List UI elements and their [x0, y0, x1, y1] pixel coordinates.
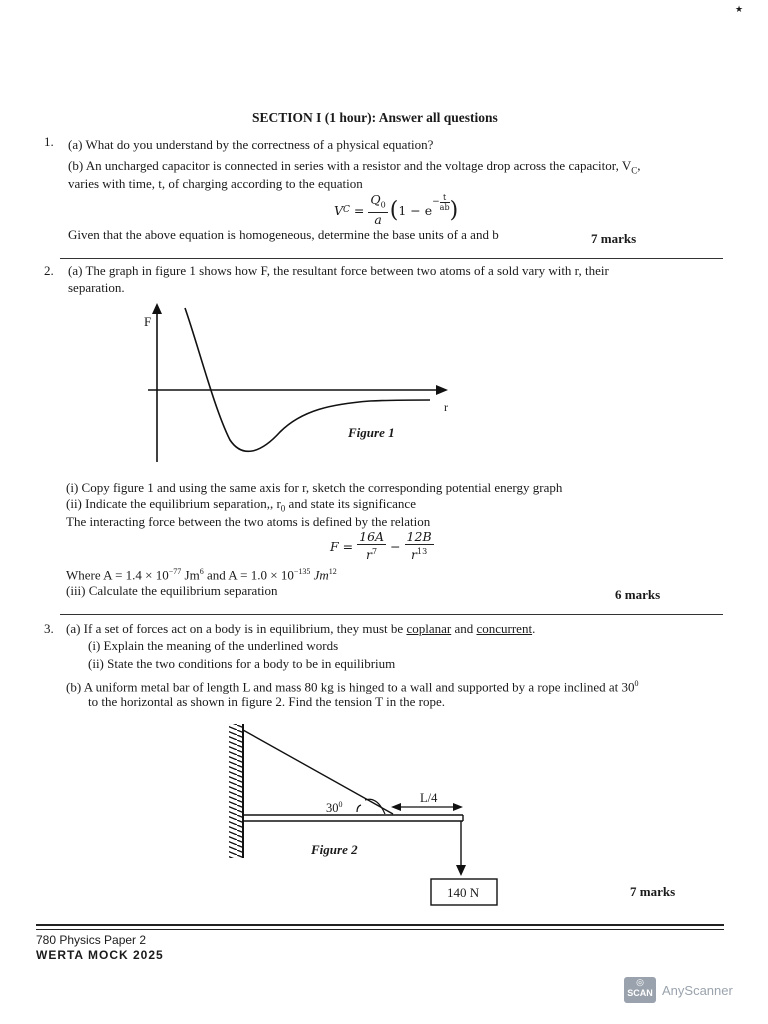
q3-number: 3.: [44, 621, 54, 636]
figure-2-angle-label: $30^0$: [326, 800, 343, 816]
q2-equation: F = $\frac{16A}{r^7}$ − $\frac{12B}{r^{13}}$: [330, 528, 432, 563]
q2-part-a-line1: (a) The graph in figure 1 shows how F, the resultant force between two atoms of a sold vary with r, their: [68, 263, 609, 278]
figure-1-y-arrow: [152, 303, 162, 314]
page-corner-mark: ★: [735, 4, 744, 14]
figure-1: [130, 300, 470, 470]
figure-2-length-label: L/4: [420, 791, 438, 805]
q1-marks: 7 marks: [591, 231, 637, 246]
footer-paper-title: 780 Physics Paper 2: [36, 933, 147, 947]
underlined-word-concurrent: concurrent: [476, 621, 533, 636]
q3-part-a: (a) If a set of forces act on a body is in equilibrium, they must be coplanar and concurrent.: [66, 621, 536, 636]
q2-part-ii: (ii) Indicate the equilibrium separation,, $r_0$ and state its significance: [66, 496, 416, 514]
underlined-word-coplanar: coplanar: [406, 621, 452, 636]
footer-exam-name: WERTA MOCK 2025: [36, 948, 164, 962]
footer-line2-clip: [36, 947, 176, 962]
q1-given: Given that the above equation is homogeneous, determine the base units of a and b: [68, 227, 499, 242]
figure-1-y-label: F: [144, 314, 152, 329]
q2-part-iii: (iii) Calculate the equilibrium separation: [66, 583, 278, 598]
figure-2-load-arrow: [456, 865, 466, 876]
q3-marks: 7 marks: [630, 884, 676, 899]
figure-2: [225, 720, 515, 910]
figure-2-weight-label: 140 N: [447, 885, 480, 900]
q1-part-b-line1: (b) An uncharged capacitor is connected in series with a resistor and the voltage drop across the capacitor, $V_C$,: [68, 158, 641, 176]
q2-number: 2.: [44, 263, 54, 278]
scanner-badge-icon: ◎ SCAN: [624, 977, 656, 1003]
figure-1-graph: [130, 300, 470, 470]
q3-part-b-line2: to the horizontal as shown in figure 2. Find the tension T in the rope.: [88, 694, 445, 709]
scanner-brand-name: AnyScanner: [662, 982, 733, 998]
q3-part-a-ii: (ii) State the two conditions for a body to be in equilibrium: [88, 656, 396, 671]
figure-2-angle-arc: [365, 799, 385, 814]
divider-1: [60, 258, 723, 259]
scanner-watermark: [624, 976, 733, 1004]
figure-1-caption: Figure 1: [348, 425, 395, 440]
figure-2-caption: Figure 2: [311, 842, 358, 857]
figure-2-wall-hatch: [229, 724, 243, 858]
q3-part-b-line1: (b) A uniform metal bar of length L and mass 80 kg is hinged to a wall and supported by a rope inclined at $30^0$: [66, 679, 639, 695]
q1-part-b-line2: varies with time, t, of charging according to the equation: [68, 176, 363, 191]
q2-part-a-line2: separation.: [68, 280, 125, 295]
q2-part-i: (i) Copy figure 1 and using the same axis for r, sketch the corresponding potential energy graph: [66, 480, 563, 495]
figure-2-diagram: [225, 720, 515, 910]
q1-equation: V C = $\frac{Q_0}{a}$ ( 1 − e − $\frac{t}{ab}$ ): [334, 191, 459, 228]
divider-2: [60, 614, 723, 615]
footer-rule-thin: [36, 929, 724, 930]
q1-number: 1.: [44, 134, 54, 149]
q3-part-a-i: (i) Explain the meaning of the underlined words: [88, 638, 339, 653]
q2-relation-text: The interacting force between the two atoms is defined by the relation: [66, 514, 431, 529]
figure-1-x-label: r: [444, 400, 448, 414]
q1-part-a: (a) What do you understand by the correctness of a physical equation?: [68, 137, 434, 152]
figure-2-rope: [243, 730, 393, 814]
q2-where-constants: Where $A = 1.4 \times 10^{-77}$ Jm$^6$ and $A = 1.0 \times 10^{-135}$ Jm$^{12}$: [66, 567, 337, 583]
section-title: SECTION I (1 hour): Answer all questions: [252, 110, 498, 125]
figure-1-x-arrow: [436, 385, 448, 395]
q2-marks: 6 marks: [615, 587, 661, 602]
footer-rule-thick: [36, 924, 724, 926]
